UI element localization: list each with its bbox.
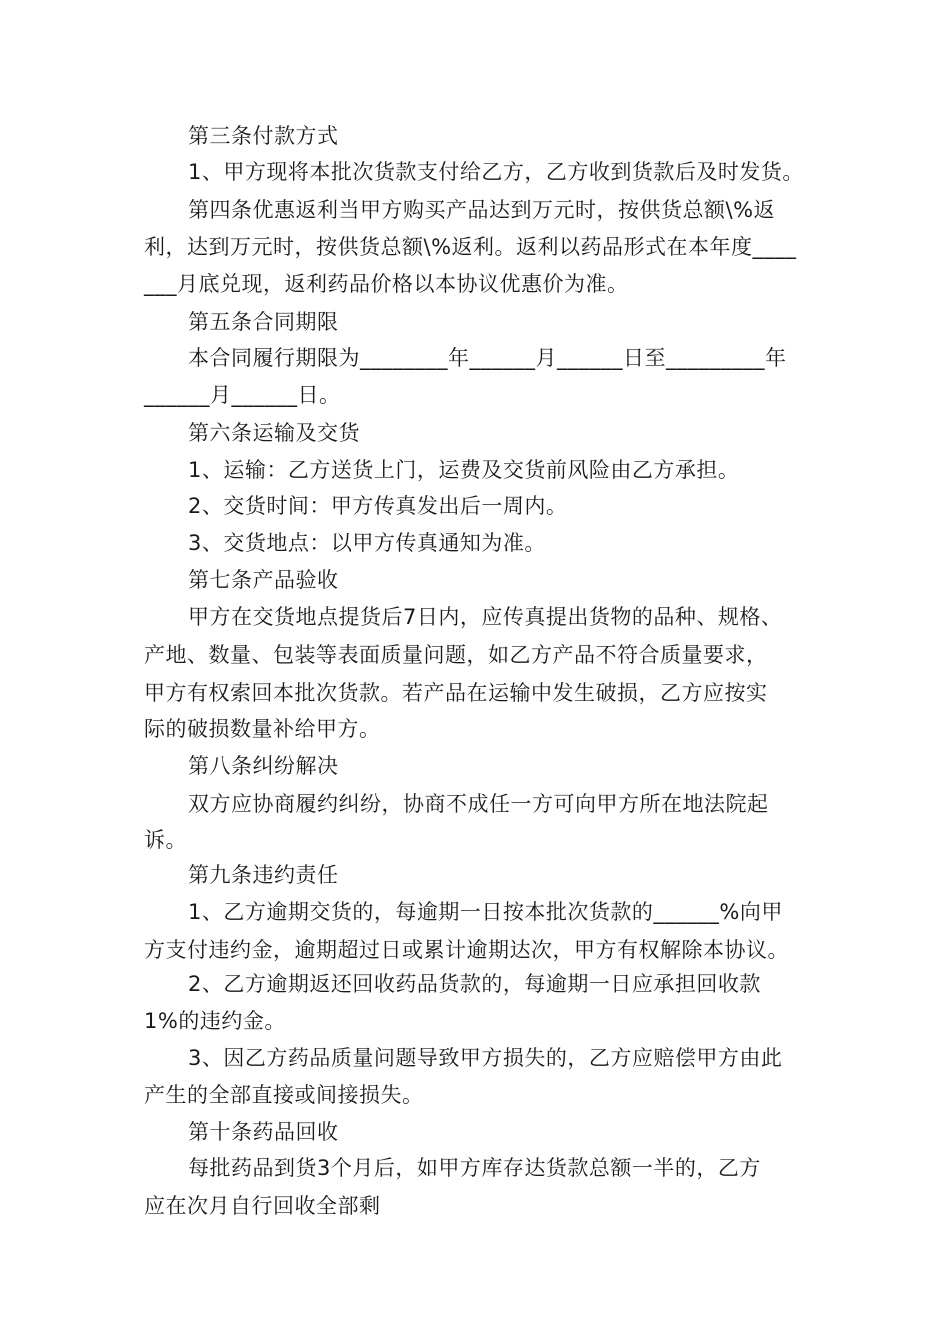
- paragraph-line: ______月______日。: [144, 383, 341, 407]
- paragraph-line: 1%的违约金。: [144, 1009, 286, 1033]
- paragraph-line: 2、乙方逾期返还回收药品货款的，每逾期一日应承担回收款: [188, 972, 761, 996]
- paragraph-line: 双方应协商履约纠纷，协商不成任一方可向甲方所在地法院起: [188, 792, 769, 816]
- paragraph-line: ___月底兑现，返利药品价格以本协议优惠价为准。: [144, 272, 629, 296]
- paragraph-line: 1、运输：乙方送货上门，运费及交货前风险由乙方承担。: [188, 458, 740, 482]
- paragraph-line: 甲方在交货地点提货后7日内，应传真提出货物的品种、规格、: [188, 605, 783, 629]
- paragraph-line: 3、交货地点：以甲方传真通知为准。: [188, 531, 546, 555]
- paragraph-line: 甲方有权索回本批次货款。若产品在运输中发生破损，乙方应按实: [144, 681, 768, 705]
- heading-article-6: 第六条运输及交货: [188, 421, 360, 445]
- paragraph-line: 3、因乙方药品质量问题导致甲方损失的，乙方应赔偿甲方由此: [188, 1046, 783, 1070]
- paragraph-line: 产地、数量、包装等表面质量问题，如乙方产品不符合质量要求，: [144, 643, 768, 667]
- heading-article-9: 第九条违约责任: [188, 863, 339, 887]
- heading-article-10: 第十条药品回收: [188, 1120, 339, 1144]
- paragraph-line: 1、乙方逾期交货的，每逾期一日按本批次货款的______%向甲: [188, 900, 783, 924]
- paragraph-line: 2、交货时间：甲方传真发出后一周内。: [188, 494, 568, 518]
- heading-article-5: 第五条合同期限: [188, 310, 339, 334]
- paragraph-line: 每批药品到货3个月后，如甲方库存达货款总额一半的，乙方: [188, 1156, 761, 1180]
- paragraph-line: 方支付违约金，逾期超过日或累计逾期达次，甲方有权解除本协议。: [144, 938, 789, 962]
- paragraph-line: 本合同履行期限为________年______月______日至_________年: [188, 346, 787, 370]
- heading-article-8: 第八条纠纷解决: [188, 754, 339, 778]
- paragraph-line: 第四条优惠返利当甲方购买产品达到万元时，按供货总额\%返: [188, 198, 776, 222]
- paragraph-line: 诉。: [144, 828, 187, 852]
- paragraph-line: 际的破损数量补给甲方。: [144, 717, 381, 741]
- paragraph-line: 应在次月自行回收全部剩: [144, 1194, 381, 1218]
- paragraph-line: 利，达到万元时，按供货总额\%返利。返利以药品形式在本年度____: [144, 235, 797, 259]
- paragraph-line: 产生的全部直接或间接损失。: [144, 1083, 424, 1107]
- heading-article-7: 第七条产品验收: [188, 568, 339, 592]
- heading-article-3: 第三条付款方式: [188, 124, 339, 148]
- paragraph-line: 1、甲方现将本批次货款支付给乙方，乙方收到货款后及时发货。: [188, 160, 804, 184]
